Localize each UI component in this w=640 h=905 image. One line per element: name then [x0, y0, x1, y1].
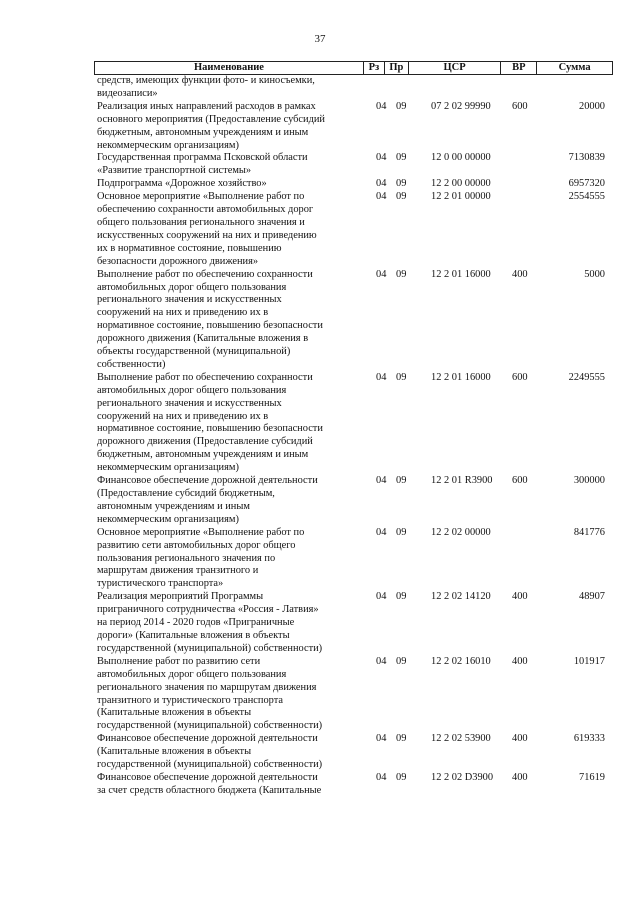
cell-name: Выполнение работ по обеспечению сохранности автомобильных дорог общего пользования регионального значения и искусственных сооружений на них и приведению их в нормативное состояние, повышению безопасности дорожного движения (Капитальные вложения в объекты государственной (муниципальной) собственности): [97, 268, 323, 370]
cell-pr: 09: [396, 655, 407, 667]
cell-vr: [502, 178, 538, 191]
table-row: [94, 372, 613, 475]
cell-sum: 5000: [584, 268, 605, 280]
cell-name: Финансовое обеспечение дорожной деятельности за счет средств областного бюджета (Капитальные: [97, 771, 322, 796]
cell-sum: 2554555: [568, 191, 605, 203]
cell-name: Финансовое обеспечение дорожной деятельности (Предоставление субсидий бюджетным, автономным учреждениям и иным некоммерческим организациям): [97, 475, 318, 525]
header-vr: ВР: [501, 62, 537, 74]
header-rz: Рз: [364, 62, 385, 74]
cell-pr: 09: [396, 191, 407, 203]
table-row: [94, 152, 613, 178]
cell-pr: 09: [396, 371, 407, 383]
cell-rz: 04: [376, 191, 387, 203]
cell-sum: 71619: [579, 771, 605, 783]
cell-name: Основное мероприятие «Выполнение работ по обеспечению сохранности автомобильных дорог общего пользования регионального значения и искусственных сооружений на них и приведению их в нормативное состояние, повышению безопасности дорожного движения»: [97, 191, 317, 267]
header-csr: ЦСР: [409, 62, 502, 74]
cell-sum: 619333: [573, 733, 605, 745]
cell-vr: [502, 191, 538, 268]
cell-pr: 09: [396, 100, 407, 112]
cell-sum: [538, 75, 613, 101]
cell-sum: 48907: [579, 591, 605, 603]
cell-csr: 12 2 01 00000: [431, 191, 491, 203]
cell-csr: 12 2 01 16000: [431, 371, 491, 383]
cell-vr: 600: [512, 100, 528, 112]
cell-pr: 09: [396, 475, 407, 487]
cell-sum: 2249555: [568, 371, 605, 383]
header-pr: Пр: [385, 62, 409, 74]
table-row: [94, 733, 613, 772]
cell-rz: 04: [376, 591, 387, 603]
header-sum: Сумма: [558, 62, 591, 73]
cell-name: Выполнение работ по развитию сети автомобильных дорог общего пользования регионального значения по маршрутам движения транзитного и туристического транспорта (Капитальные вложения в объекты государственной (муниципальной) собственности): [97, 655, 323, 732]
page-number: 37: [314, 33, 326, 45]
cell-rz: 04: [376, 526, 387, 538]
cell-sum: 6957320: [568, 178, 605, 190]
cell-sum: 841776: [573, 526, 605, 538]
cell-vr: [502, 75, 538, 101]
cell-csr: [409, 75, 502, 101]
cell-vr: 400: [512, 733, 528, 745]
cell-vr: 600: [512, 475, 528, 487]
cell-vr: 400: [512, 771, 528, 783]
table-header: [94, 61, 613, 75]
cell-pr: [385, 75, 409, 101]
table-row: [94, 527, 613, 592]
table-row: [94, 178, 613, 191]
table-row: [94, 75, 613, 101]
cell-pr: 09: [396, 591, 407, 603]
cell-csr: 12 2 02 53900: [431, 733, 491, 745]
table-row: [94, 269, 613, 372]
cell-rz: 04: [376, 655, 387, 667]
cell-csr: 07 2 02 99990: [431, 100, 491, 112]
cell-rz: 04: [376, 733, 387, 745]
cell-csr: 12 2 00 00000: [431, 178, 491, 190]
table-row: [94, 101, 613, 153]
table-row: [94, 475, 613, 527]
cell-name: Подпрограмма «Дорожное хозяйство»: [97, 178, 267, 190]
cell-rz: 04: [376, 100, 387, 112]
table-row: [94, 591, 613, 656]
cell-name: Государственная программа Псковской области «Развитие транспортной системы»: [97, 152, 308, 177]
cell-rz: [364, 75, 385, 101]
cell-pr: 09: [396, 526, 407, 538]
cell-name: Основное мероприятие «Выполнение работ по развитию сети автомобильных дорог общего пользования регионального значения по маршрутам движения транзитного и туристического транспорта»: [97, 526, 305, 590]
table-row: [94, 656, 613, 733]
cell-pr: 09: [396, 733, 407, 745]
cell-vr: 600: [512, 371, 528, 383]
cell-name: Выполнение работ по обеспечению сохранности автомобильных дорог общего пользования регионального значения и искусственных сооружений на них и приведению их в нормативное состояние, повышению безопасности дорожного движения (Предоставление субсидий бюджетным, автономным учреждениям и иным некоммерческим организациям): [97, 371, 323, 474]
cell-vr: 400: [512, 268, 528, 280]
cell-csr: 12 2 01 16000: [431, 268, 491, 280]
cell-rz: 04: [376, 268, 387, 280]
cell-csr: 12 2 02 D3900: [431, 771, 494, 783]
cell-sum: 20000: [579, 100, 605, 112]
cell-rz: 04: [376, 152, 387, 164]
cell-csr: 12 2 01 R3900: [431, 475, 493, 487]
cell-csr: 12 0 00 00000: [431, 152, 491, 164]
cell-name: Финансовое обеспечение дорожной деятельности (Капитальные вложения в объекты государственной (муниципальной) собственности): [97, 733, 323, 771]
cell-vr: [502, 527, 538, 592]
cell-pr: 09: [396, 771, 407, 783]
cell-name: средств, имеющих функции фото- и киносъемки, видеозаписи»: [97, 75, 315, 99]
cell-rz: 04: [376, 475, 387, 487]
cell-rz: 04: [376, 178, 387, 190]
cell-rz: 04: [376, 371, 387, 383]
cell-pr: 09: [396, 178, 407, 190]
cell-sum: 101917: [573, 655, 605, 667]
cell-vr: [502, 152, 538, 178]
cell-sum: 7130839: [568, 152, 605, 164]
cell-vr: 400: [512, 655, 528, 667]
cell-csr: 12 2 02 16010: [431, 655, 491, 667]
table-body: [94, 75, 613, 798]
table-row: [94, 191, 613, 268]
cell-name: Реализация иных направлений расходов в рамках основного мероприятия (Предоставление субсидий бюджетным, автономным учреждениям и иным некоммерческим организациям): [97, 100, 325, 151]
cell-pr: 09: [396, 152, 407, 164]
table-row: [94, 772, 613, 798]
cell-rz: 04: [376, 771, 387, 783]
cell-pr: 09: [396, 268, 407, 280]
cell-name: Реализация мероприятий Программы приграничного сотрудничества «Россия - Латвия» на период 2014 - 2020 годов «Приграничные дороги» (Капитальные вложения в объекты государственной (муниципальной) собственности): [97, 591, 323, 654]
cell-csr: 12 2 02 14120: [431, 591, 491, 603]
cell-sum: 300000: [573, 475, 605, 487]
cell-csr: 12 2 02 00000: [431, 526, 491, 538]
cell-vr: 400: [512, 591, 528, 603]
header-name: Наименование: [95, 62, 364, 74]
